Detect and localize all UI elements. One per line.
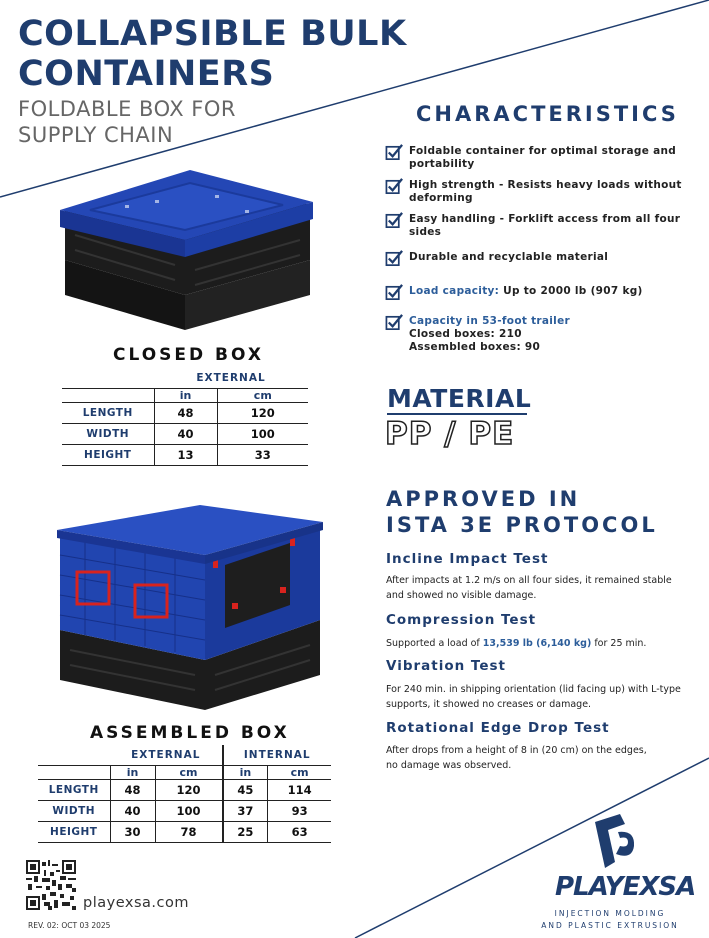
test-title: Vibration Test [386,658,506,674]
assembled-box-table: EXTERNAL INTERNAL in cm in cm LENGTH 48 120 45 114 WIDTH 40 100 37 93 HEIGHT 30 78 25 63 [38,745,331,843]
unit-in: in [154,389,217,403]
material-title: MATERIAL [387,384,532,413]
material-value: PP / PE [385,416,515,452]
closed-box-table [62,368,308,466]
checkbox-icon [385,177,404,196]
table-row: LENGTH 48 120 [62,403,308,424]
test-description: After drops from a height of 8 in (20 cm) on the edges, no damage was observed. [386,745,647,771]
characteristics-title: CHARACTERISTICS [416,102,679,126]
characteristic-item: Durable and recyclable material [385,251,685,268]
test-description: For 240 min. in shipping orientation (lid facing up) with L-type supports, it showed no creases or damage. [386,684,681,710]
internal-header: INTERNAL [223,745,331,766]
closed-box-title: CLOSED BOX [113,345,264,365]
checkbox-icon [385,313,404,332]
checkbox-icon [385,283,404,302]
company-logo: PLAYEXSA [555,872,696,902]
tagline: INJECTION MOLDING [554,909,666,918]
characteristic-item: Easy handling - Forklift access from all four sides [385,213,685,239]
table-row: HEIGHT 30 78 25 63 [38,822,331,843]
checkbox-icon [385,211,404,230]
material-divider [387,413,527,415]
tagline: AND PLASTIC EXTRUSION [541,921,679,930]
test-title: Rotational Edge Drop Test [386,720,610,736]
characteristic-item: Foldable container for optimal storage and portability [385,145,685,171]
assembled-box-image [55,500,325,712]
load-capacity-item: Load capacity: Up to 2000 lb (907 kg) [385,285,685,302]
page-title: COLLAPSIBLE BULK CONTAINERS [18,14,407,94]
table-row: LENGTH 48 120 45 114 [38,780,331,801]
approved-title: APPROVED IN ISTA 3E PROTOCOL [386,487,658,537]
logo-mark-icon [590,812,640,872]
test-description: Supported a load of 13,539 lb (6,140 kg) for 25 min. [386,638,647,649]
table-row: WIDTH 40 100 [62,424,308,445]
test-description: After impacts at 1.2 m/s on all four sides, it remained stable and showed no visible damage. [386,575,672,601]
assembled-box-title: ASSEMBLED BOX [90,723,290,743]
website-link[interactable]: playexsa.com [83,895,189,911]
table-row: WIDTH 40 100 37 93 [38,801,331,822]
trailer-capacity-item: Capacity in 53-foot trailer Closed boxes: 210 Assembled boxes: 90 [385,315,685,354]
external-header: EXTERNAL [110,745,223,766]
closed-box-image [55,165,315,335]
checkbox-icon [385,249,404,268]
qr-code-icon[interactable] [26,860,76,910]
external-header: EXTERNAL [154,368,308,389]
revision-date: REV. 02: OCT 03 2025 [28,921,111,930]
checkbox-icon [385,143,404,162]
test-title: Incline Impact Test [386,551,549,567]
test-title: Compression Test [386,612,537,628]
characteristic-item: High strength - Resists heavy loads without deforming [385,179,685,205]
table-row: HEIGHT 13 33 [62,445,308,466]
unit-cm: cm [217,389,308,403]
page-subtitle: FOLDABLE BOX FOR SUPPLY CHAIN [18,97,237,147]
